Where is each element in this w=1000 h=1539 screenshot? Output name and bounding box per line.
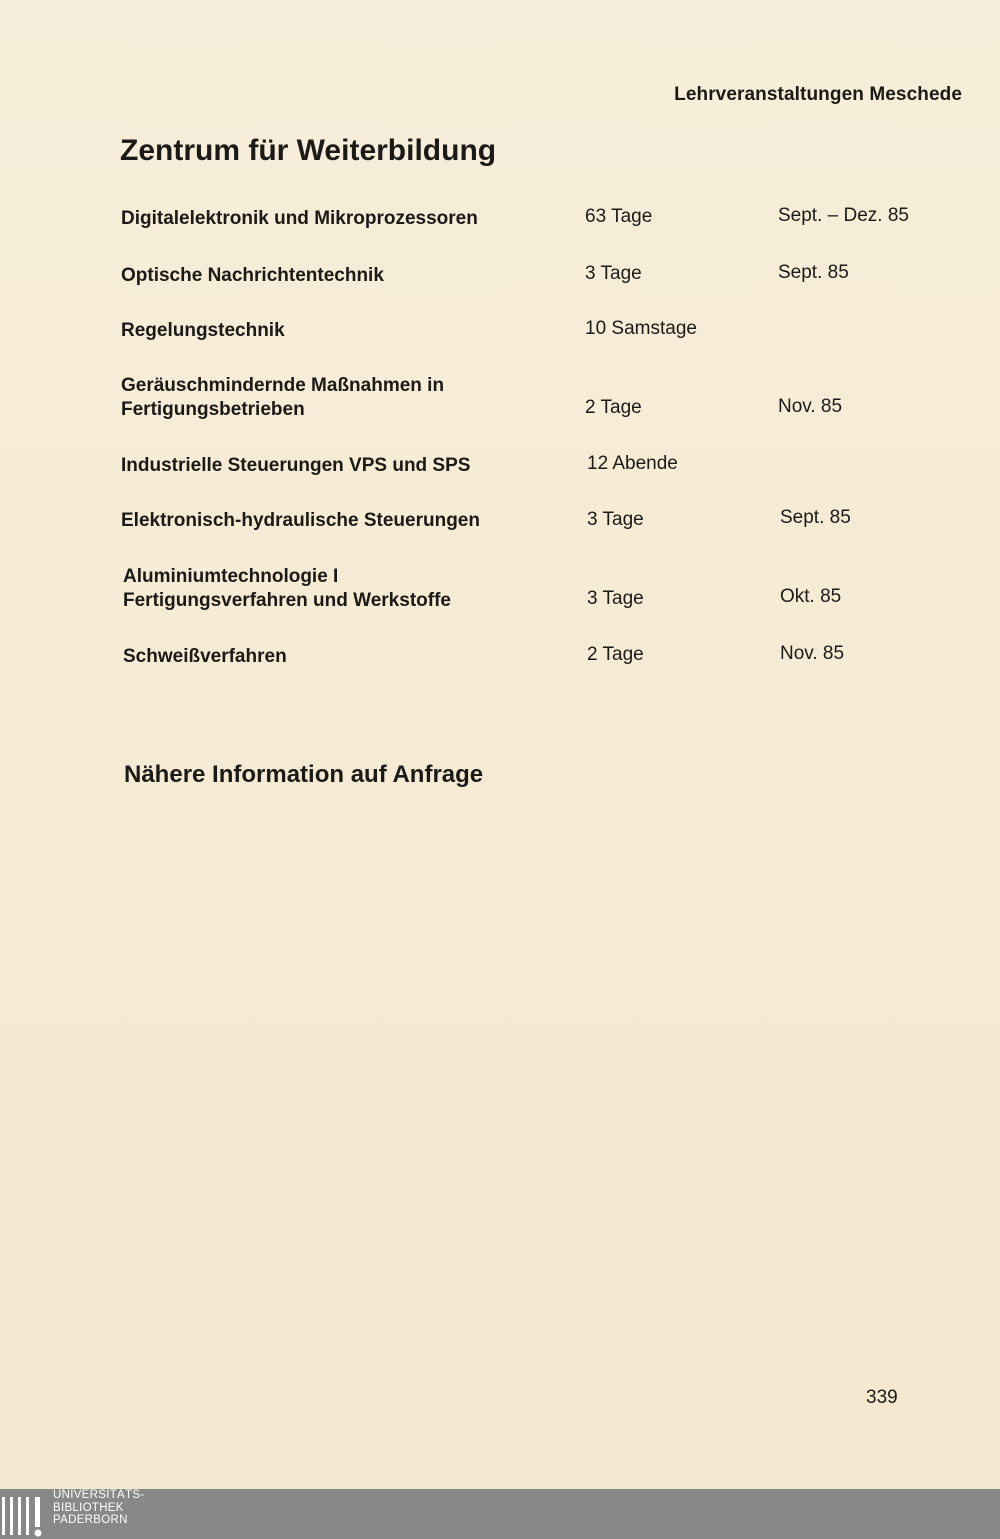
course-name	[123, 565, 563, 613]
course-date: Sept. 85	[780, 507, 851, 528]
course-name-line: Elektronisch-hydraulische Steuerungen	[121, 510, 480, 531]
course-date: Sept. 85	[778, 262, 849, 283]
course-duration: 10 Samstage	[585, 318, 697, 339]
course-name	[121, 264, 561, 288]
footer-bar	[0, 1489, 1000, 1539]
course-duration: 3 Tage	[585, 263, 642, 284]
course-name-line: Fertigungsbetrieben	[121, 399, 305, 420]
library-name-line: UNIVERSITÄTS-	[53, 1489, 145, 1501]
course-name-line: Digitalelektronik und Mikroprozessoren	[121, 208, 478, 229]
page-title: Zentrum für Weiterbildung	[120, 134, 497, 167]
running-head: Lehrveranstaltungen Meschede	[674, 84, 962, 105]
course-date: Sept. – Dez. 85	[778, 205, 909, 226]
course-duration: 63 Tage	[585, 206, 653, 227]
course-name-line: Industrielle Steuerungen VPS und SPS	[121, 455, 471, 476]
course-duration: 3 Tage	[587, 509, 644, 530]
library-name-line: PADERBORN	[53, 1514, 128, 1526]
course-name-line: Regelungstechnik	[121, 320, 285, 341]
course-date: Nov. 85	[780, 643, 845, 664]
course-name	[121, 374, 561, 422]
course-name-line: Schweißverfahren	[123, 646, 287, 667]
library-logo-icon	[2, 1493, 46, 1537]
course-name	[123, 645, 563, 669]
course-name-line: Fertigungsverfahren und Werkstoffe	[123, 590, 451, 611]
course-duration: 2 Tage	[587, 644, 644, 665]
library-name	[53, 1489, 144, 1527]
course-name	[121, 454, 561, 478]
course-duration: 2 Tage	[585, 397, 642, 418]
page-number: 339	[866, 1387, 898, 1408]
course-duration: 3 Tage	[587, 588, 644, 609]
course-duration: 12 Abende	[587, 453, 678, 474]
course-list	[0, 0, 1000, 700]
course-name	[121, 509, 561, 533]
course-date: Okt. 85	[780, 586, 842, 607]
library-name-line: BIBLIOTHEK	[53, 1501, 124, 1514]
course-name-line: Geräuschmindernde Maßnahmen in	[121, 375, 445, 396]
course-name	[121, 207, 561, 231]
course-date: Nov. 85	[778, 396, 843, 417]
course-name-line: Aluminiumtechnologie I	[123, 566, 339, 587]
info-note: Nähere Information auf Anfrage	[124, 761, 484, 788]
course-name	[121, 319, 561, 343]
course-name-line: Optische Nachrichtentechnik	[121, 265, 384, 286]
